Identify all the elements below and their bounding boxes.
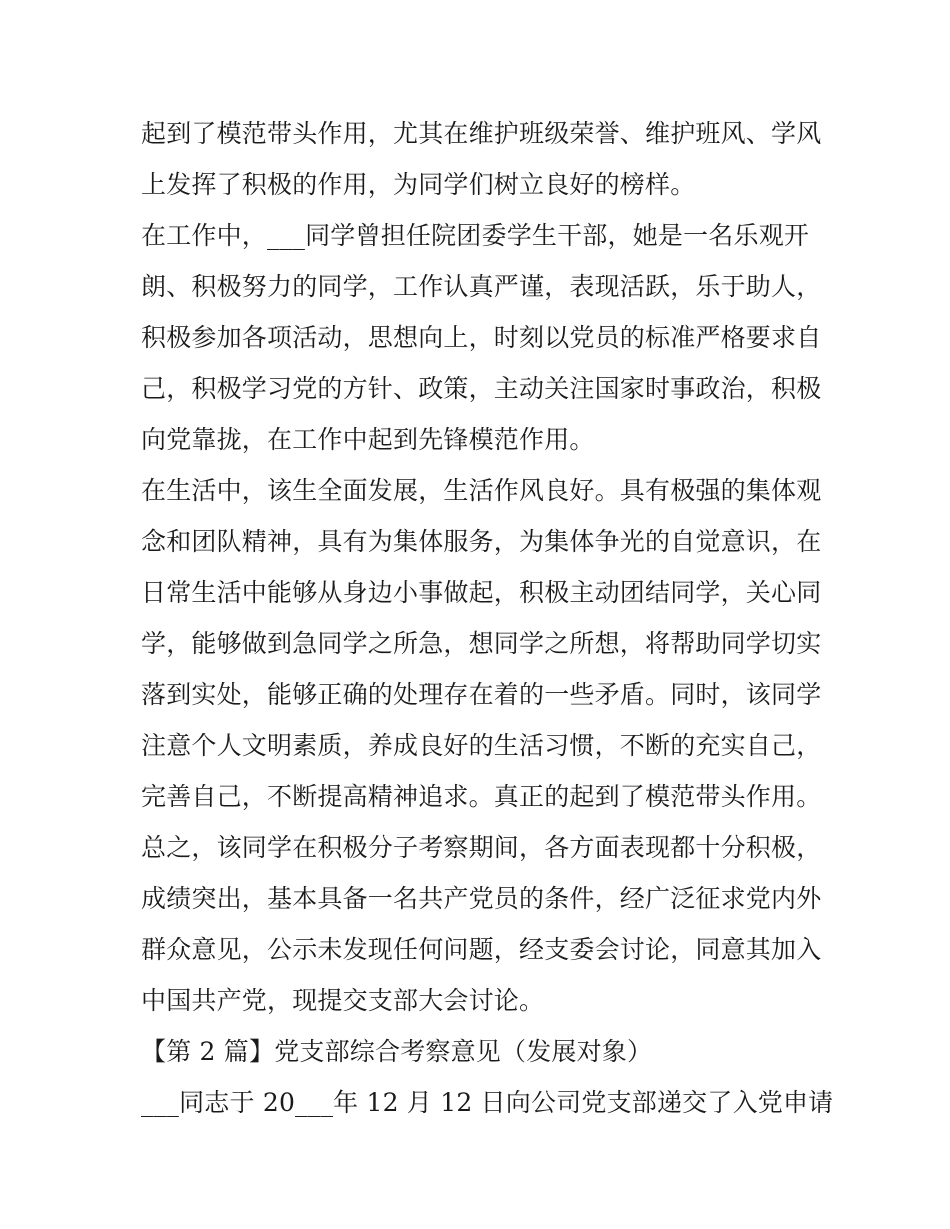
text-line-1: 起到了模范带头作用，尤其在维护班级荣誉、维护班风、学风 (141, 119, 822, 148)
section-heading: 【第 2 篇】党支部综合考察意见（发展对象） (141, 1037, 653, 1066)
text-line-3: 在工作中，___同学曾担任院团委学生干部，她是一名乐观开 (141, 221, 810, 250)
document-body (141, 108, 834, 1128)
text-line-4: 朗、积极努力的同学，工作认真严谨，表现活跃，乐于助人， (141, 272, 822, 301)
text-line-10: 日常生活中能够从身边小事做起，积极主动团结同学，关心同 (141, 578, 822, 607)
text-line-12: 落到实处，能够正确的处理存在着的一些矛盾。同时，该同学 (141, 680, 822, 709)
text-line-14: 完善自己，不断提高精神追求。真正的起到了模范带头作用。 (141, 782, 822, 811)
text-line-17: 群众意见，公示未发现任何问题，经支委会讨论，同意其加入 (141, 935, 822, 964)
text-line-15: 总之，该同学在积极分子考察期间，各方面表现都十分积极， (141, 833, 822, 862)
text-line-6: 己，积极学习党的方针、政策，主动关注国家时事政治，积极 (141, 374, 822, 403)
text-line-16: 成绩突出，基本具备一名共产党员的条件，经广泛征求党内外 (141, 884, 822, 913)
text-line-18: 中国共产党，现提交支部大会讨论。 (141, 986, 545, 1015)
text-line-5: 积极参加各项活动，思想向上，时刻以党员的标准严格要求自 (141, 323, 822, 352)
text-line-8: 在生活中，该生全面发展，生活作风良好。具有极强的集体观 (141, 476, 822, 505)
text-line-13: 注意个人文明素质，养成良好的生活习惯，不断的充实自己， (141, 731, 822, 760)
text-line-20: ___同志于 20___年 12 月 12 日向公司党支部递交了入党申请 (141, 1088, 834, 1117)
text-line-11: 学，能够做到急同学之所急，想同学之所想，将帮助同学切实 (141, 629, 822, 658)
text-line-7: 向党靠拢，在工作中起到先锋模范作用。 (141, 425, 595, 454)
text-line-2: 上发挥了积极的作用，为同学们树立良好的榜样。 (141, 170, 696, 199)
text-line-9: 念和团队精神，具有为集体服务，为集体争光的自觉意识，在 (141, 527, 822, 556)
